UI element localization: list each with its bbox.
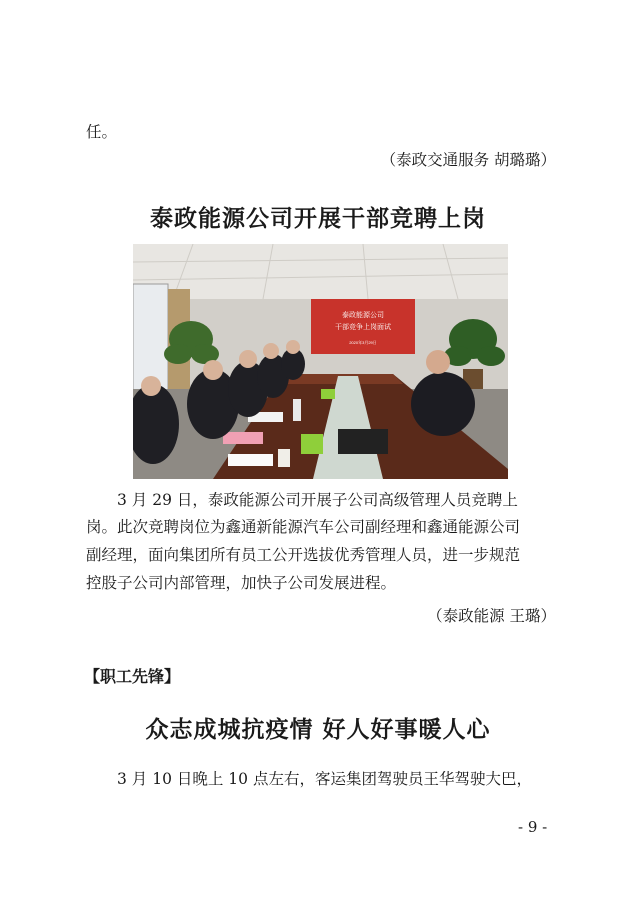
- screen-line1: 泰政能源公司: [342, 312, 384, 319]
- section-tag: 【职工先锋】: [84, 667, 181, 686]
- screen-line3: 2020年3月29日: [349, 340, 377, 345]
- article2-title: 众志成城抗疫情 好人好事暖人心: [145, 716, 491, 743]
- prev-article-source: （泰政交通服务 胡璐璐）: [380, 151, 556, 169]
- article1-source: （泰政能源 王璐）: [427, 607, 556, 625]
- article1-body-line4: 控股子公司内部管理，加快子公司发展进程。: [86, 574, 397, 592]
- article1-body-line3: 副经理，面向集团所有员工公开选拔优秀管理人员，进一步规范: [86, 546, 521, 564]
- article1-body-line2: 岗。此次竞聘岗位为鑫通新能源汽车公司副经理和鑫通能源公司: [86, 518, 521, 536]
- page-number: - 9 -: [518, 818, 548, 836]
- prev-article-tail: 任。: [86, 123, 118, 141]
- article2-first-line: 3 月 10 日晚上 10 点左右，客运集团驾驶员王华驾驶大巴，: [117, 770, 532, 788]
- meeting-photo: [133, 244, 508, 479]
- article1-body-line1: 3 月 29 日，泰政能源公司开展子公司高级管理人员竞聘上: [117, 491, 518, 509]
- article1-title: 泰政能源公司开展干部竞聘上岗: [150, 205, 486, 232]
- screen-line2: 干部竞争上岗面试: [335, 324, 391, 331]
